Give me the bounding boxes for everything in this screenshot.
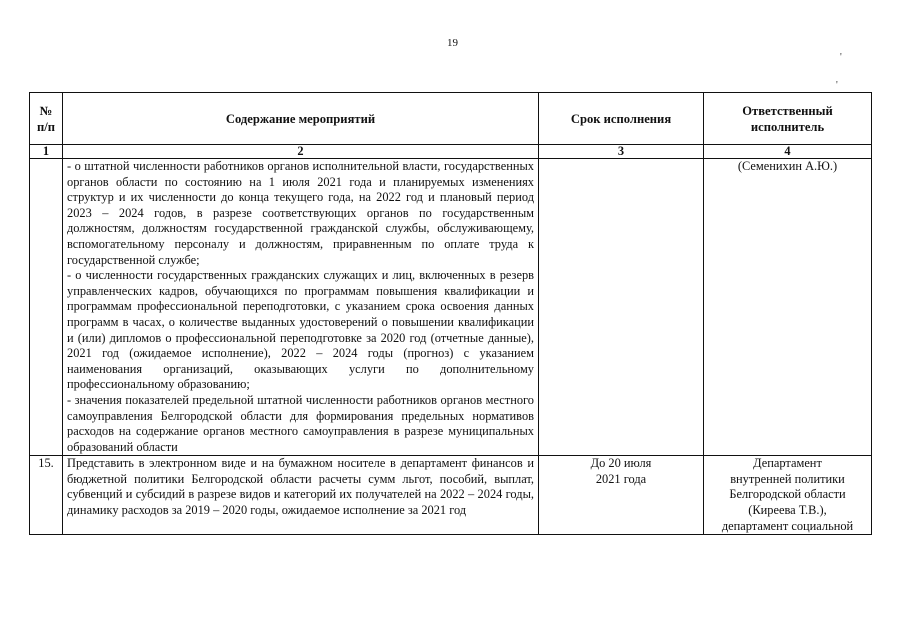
responsible-line: Департамент: [753, 456, 822, 471]
scan-speck: ': [836, 80, 838, 91]
responsible-line: департамент социальной: [721, 518, 854, 533]
deadline-line: 2021 года: [595, 471, 647, 486]
column-number-row: [30, 145, 872, 159]
responsible-line: (Киреева Т.В.),: [748, 503, 827, 518]
row-deadline: [539, 159, 704, 456]
row-number: [30, 159, 63, 456]
column-number: 3: [539, 145, 704, 159]
scan-speck: ': [840, 52, 842, 63]
column-number: 2: [63, 145, 539, 159]
column-number: 1: [30, 145, 63, 159]
page-number: 19: [447, 37, 458, 49]
deadline-line: До 20 июля: [590, 456, 652, 471]
table-row: [30, 159, 872, 456]
header-content: Содержание мероприятий: [63, 93, 539, 145]
column-number: 4: [704, 145, 872, 159]
header-num: № п/п: [30, 93, 63, 145]
row-content: [63, 159, 539, 456]
content-paragraph: - о численности государственных гражданских служащих и лиц, включенных в резерв управленческих кадров, обучающихся по программам повышения квалификации и программам профессиональной переподготовки, с указанием срока освоения данных программ в часах, о количестве выданных удостоверений о повышении квалификации и (или) дипломов о профессиональной переподготовке за 2020 год (отчетные данные), 2021 год (ожидаемое исполнение), 2022 – 2024 годы (прогноз) с указанием наименования организаций, оказывающих услуги по дополнительному профессиональному образованию;: [67, 268, 534, 392]
plan-table: [29, 92, 872, 535]
content-paragraph: - о штатной численности работников органов исполнительной власти, государственных органов области по состоянию на 1 июля 2021 года и планируемых изменениях структур и их численности до конца текущего года, на 2022 год и плановый период 2023 – 2024 годов, в разрезе соответствующих органов по государственным должностям, должностям государственной гражданской службы, обслуживающему, вспомогательному персоналу и должностям, приравненным по оплате труда к государственной службе;: [67, 159, 534, 267]
table-header-row: [30, 93, 872, 145]
header-deadline: Срок исполнения: [539, 93, 704, 145]
content-paragraph: - значения показателей предельной штатной численности работников органов местного самоуправления Белгородской области для формирования предельных нормативов расходов на содержание органов местного самоуправления в разрезе муниципальных образований области: [67, 392, 534, 454]
row-responsible: [704, 456, 872, 535]
row-content: Представить в электронном виде и на бумажном носителе в департамент финансов и бюджетной политики Белгородской области расчеты сумм льгот, пособий, выплат, субвенций и субсидий в разрезе видов и категорий их получателей на 2022 – 2024 годы, динамику расходов за 2019 – 2020 годы, ожидаемое исполнение за 2021 год: [63, 456, 539, 535]
header-responsible: Ответственный исполнитель: [704, 93, 872, 145]
responsible-line: Белгородской области: [729, 487, 846, 502]
row-responsible: (Семенихин А.Ю.): [704, 159, 872, 456]
row-number: 15.: [30, 456, 63, 535]
row-deadline: [539, 456, 704, 535]
responsible-line: внутренней политики: [730, 471, 845, 486]
table-row: [30, 456, 872, 535]
